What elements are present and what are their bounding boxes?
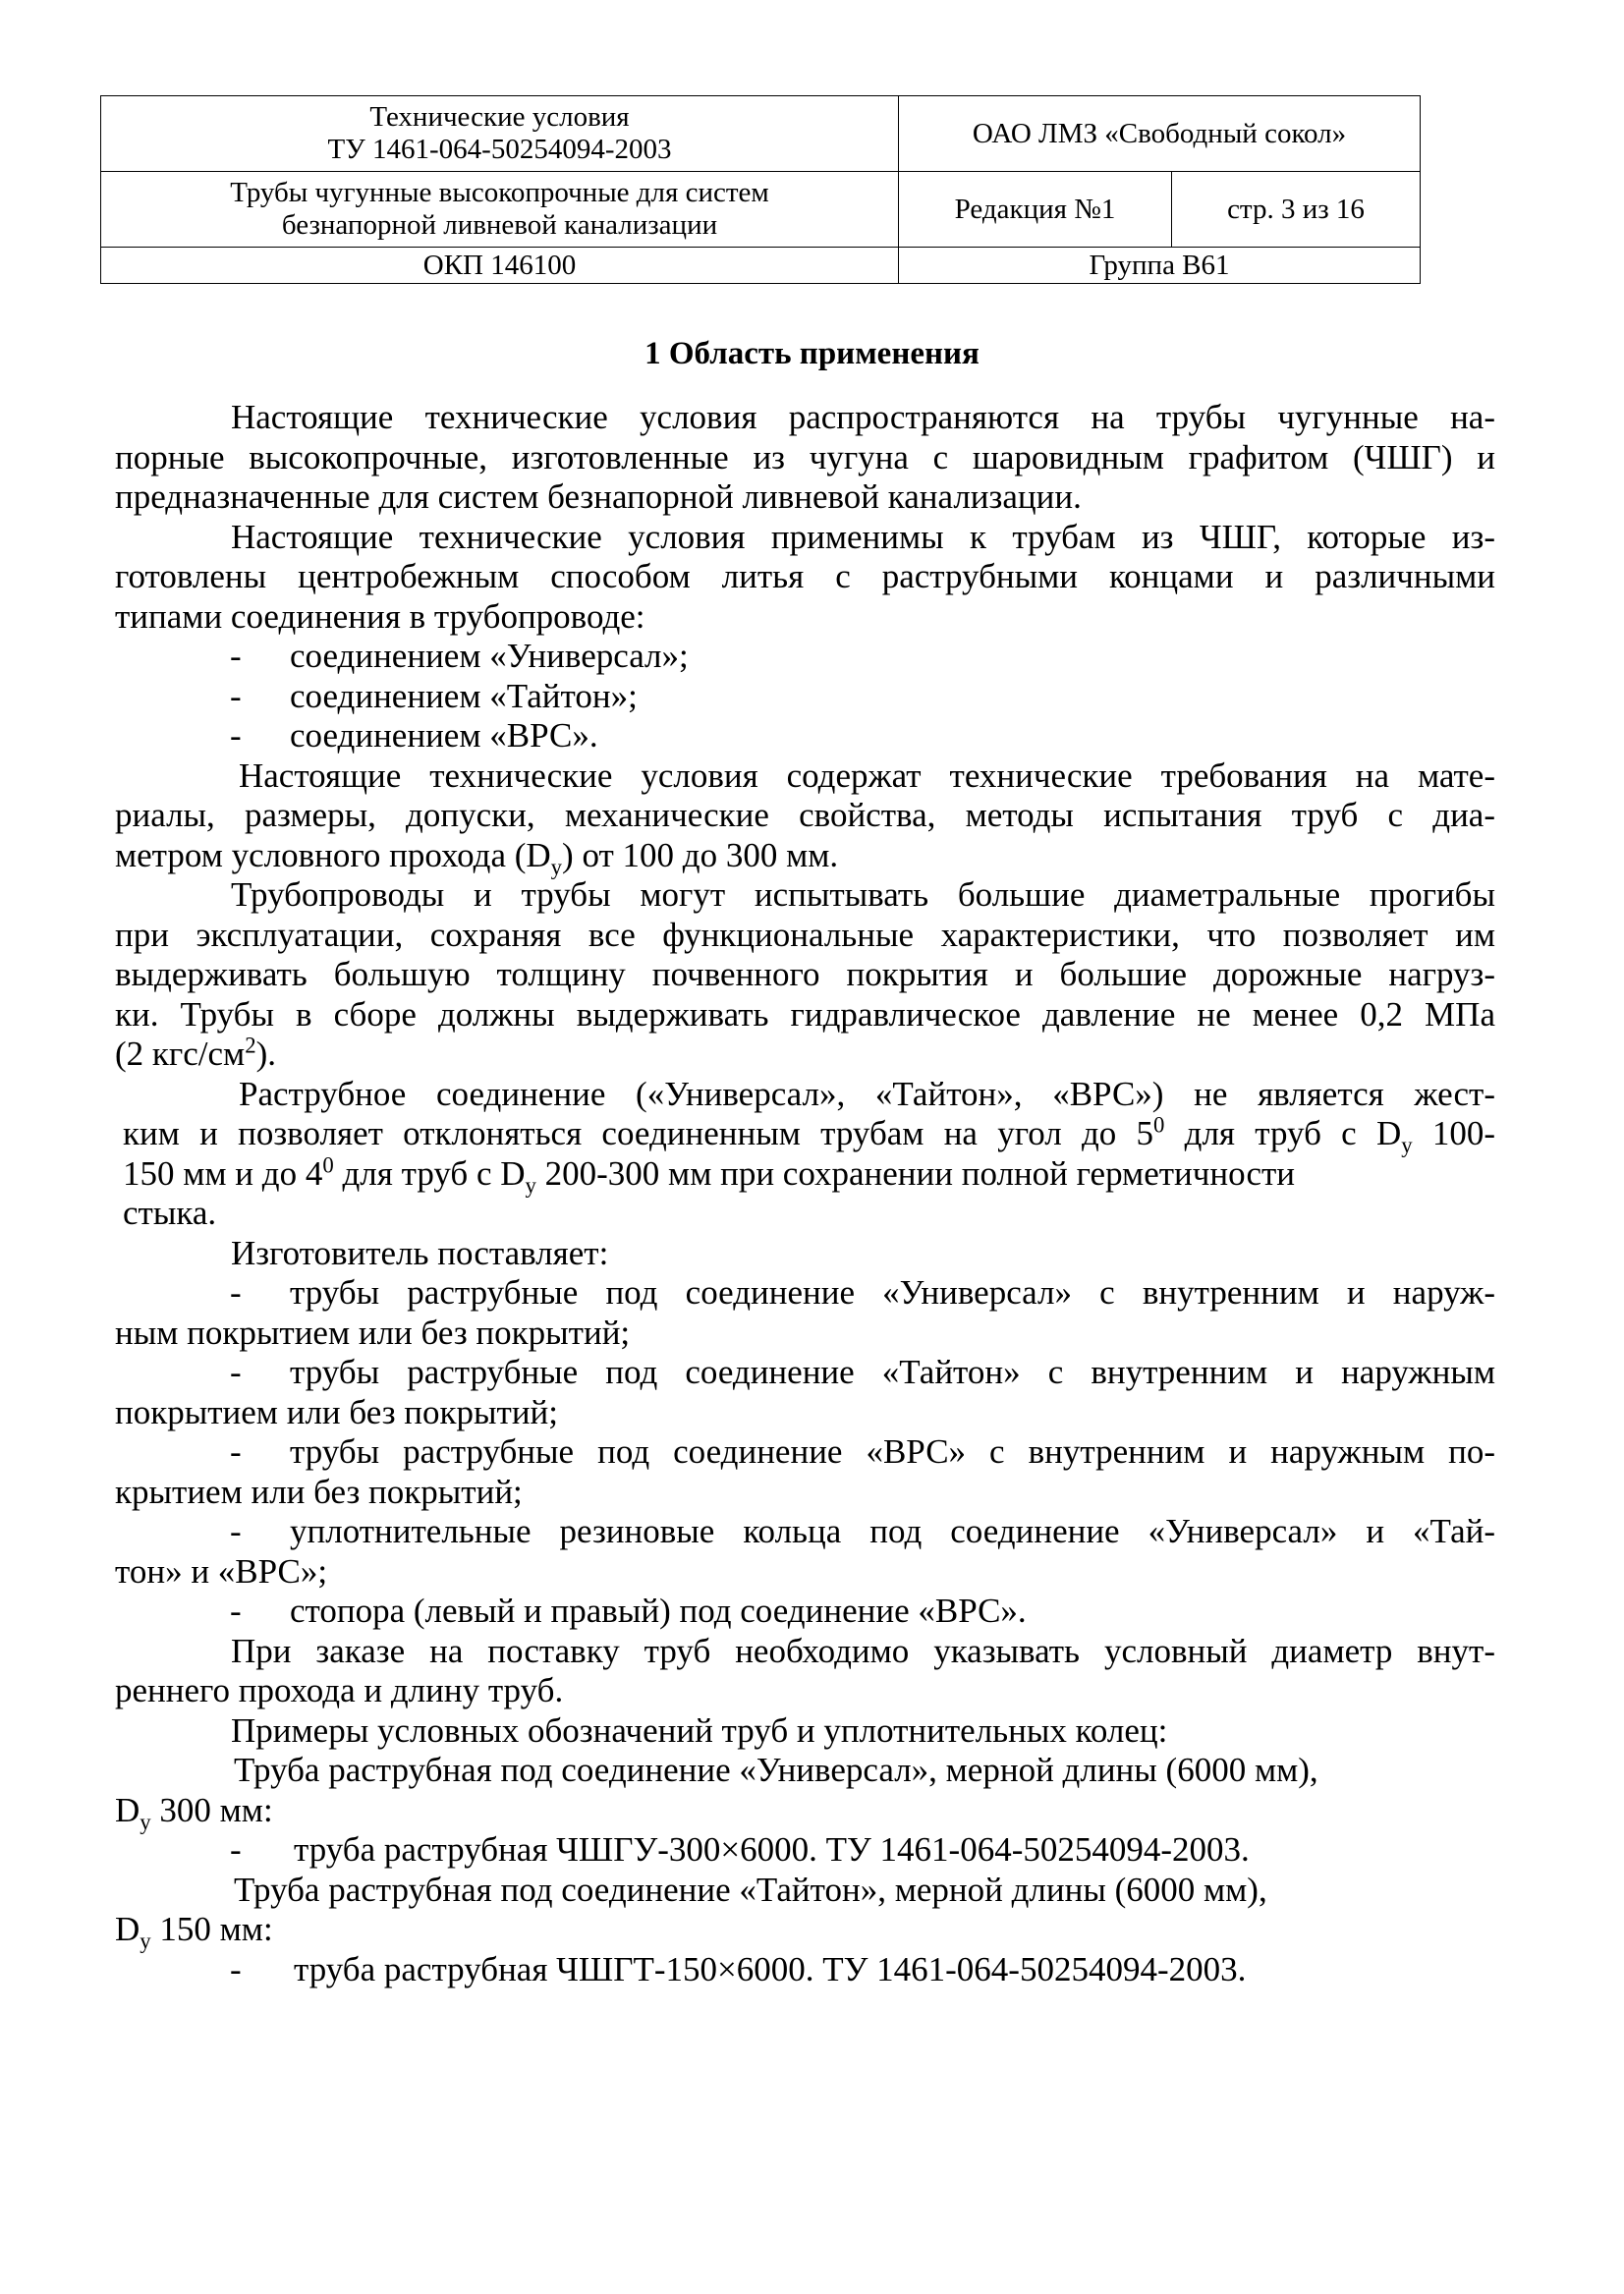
paragraph-line: При заказе на поставку труб необходимо указывать условный диаметр внут- [231,1631,1495,1670]
text-run: D [115,1790,140,1829]
list-dash: - [230,1830,242,1869]
list-item-text: уплотнительные резиновые кольца под соединение «Универсал» и «Тай- [290,1512,1495,1550]
text-run: 150 мм и до 4 [123,1153,323,1193]
list-item-text: трубы раструбные под соединение «Тайтон» с внутренним и наружным [290,1353,1495,1391]
doc-title-line1: Трубы чугунные высокопрочные для систем [230,177,769,208]
list-item-text: трубы раструбные под соединение «Универсал» с внутренним и наруж- [290,1273,1495,1312]
list-item-text: труба раструбная ЧШГУ-300×6000. ТУ 1461-064-50254094-2003. [294,1830,1250,1869]
list-item-text: труба раструбная ЧШГТ-150×6000. ТУ 1461-064-50254094-2003. [294,1949,1247,1988]
group-code: Группа В61 [899,248,1421,284]
list-dash: - [230,1432,242,1471]
list-dash: - [230,1353,242,1391]
doc-title-line2: безнапорной ливневой канализации [281,209,718,241]
paragraph-line: реннего прохода и длину труб. [115,1671,564,1709]
paragraph-line [115,1910,1495,1953]
paragraph-line [115,1112,1496,1157]
paragraph-line [115,835,1495,879]
superscript: 2 [245,1033,256,1058]
text-run: ким и позволяет отклоняться соединенным трубам на угол до 5 [123,1114,1154,1152]
list-item [115,1273,1495,1314]
list-item-text: соединением «ВРС». [290,716,598,755]
paragraph-line: типами соединения в трубопроводе: [115,596,645,636]
text-run: ) от 100 до 300 мм. [562,835,839,874]
subscript: у [550,854,563,879]
list-item-continuation: тон» и «ВРС»; [115,1551,328,1591]
text-run: 100- [1412,1114,1496,1152]
list-dash: - [230,637,242,675]
superscript: 0 [1153,1112,1165,1138]
list-item [115,1512,1495,1552]
document-header-table [100,95,1421,284]
subscript: у [140,1929,151,1953]
paragraph-line: стыка. [123,1194,217,1232]
list-item-continuation: крытием или без покрытий; [115,1472,523,1511]
page-number: стр. 3 из 16 [1172,172,1421,248]
paragraph-line: Изготовитель поставляет: [231,1233,609,1272]
paragraph-line [115,1035,1495,1075]
paragraph-line: риалы, размеры, допуски, механические свойства, методы испытания труб с диа- [115,796,1495,834]
list-dash: - [230,676,242,715]
company-name: ОАО ЛМЗ «Свободный сокол» [899,96,1421,172]
paragraph-line: выдерживать большую толщину почвенного покрытия и большие дорожные нагруз- [115,955,1495,993]
list-item-text: трубы раструбные под соединение «ВРС» с внутренним и наружным по- [290,1432,1495,1471]
section-body [115,398,1495,1989]
paragraph-line: Примеры условных обозначений труб и уплотнительных колец: [231,1710,1168,1750]
paragraph-line: порные высокопрочные, изготовленные из чугуна с шаровидным графитом (ЧШГ) и [115,437,1495,476]
list-dash: - [230,1949,242,1988]
list-dash: - [230,1512,242,1550]
paragraph-line [115,1151,1495,1198]
subscript: у [525,1172,536,1198]
subscript: у [1401,1133,1413,1157]
list-item-text: соединением «Тайтон»; [290,676,638,715]
section-title: 1 Область применения [644,336,980,371]
edition-label: Редакция №1 [899,172,1172,248]
list-dash: - [230,1273,242,1312]
text-run: для труб с D [1164,1114,1402,1152]
paragraph-line: Настоящие технические условия применимы к трубам из ЧШГ, которые из- [231,517,1495,556]
paragraph-line: Трубопроводы и трубы могут испытывать большие диаметральные прогибы [231,875,1495,914]
list-item-text: стопора (левый и правый) под соединение «ВРС». [290,1592,1027,1630]
subscript: у [140,1809,151,1834]
okp-code: ОКП 146100 [101,248,899,284]
list-item [115,716,1495,756]
list-dash: - [230,1592,242,1630]
list-dash: - [230,716,242,755]
paragraph-line: предназначенные для систем безнапорной ливневой канализации. [115,477,1082,516]
paragraph-line: Настоящие технические условия распространяются на трубы чугунные на- [231,398,1495,436]
paragraph-line: Труба раструбная под соединение «Тайтон», мерной длины (6000 мм), [234,1870,1267,1909]
text-run: метром условного прохода (D [115,835,551,874]
paragraph-line: Труба раструбная под соединение «Универсал», мерной длины (6000 мм), [234,1751,1318,1789]
doc-title-cell [101,172,899,248]
list-item-continuation: ным покрытием или без покрытий; [115,1313,631,1352]
doc-number: ТУ 1461-064-50254094-2003 [327,134,672,165]
paragraph-line: Раструбное соединение («Универсал», «Тайтон», «ВРС») не является жест- [239,1074,1495,1113]
text-run: (2 кгс/см [115,1035,246,1073]
list-item [115,1830,1495,1871]
text-run: ). [255,1035,276,1073]
list-item-text: соединением «Универсал»; [290,637,689,675]
doc-type-label: Технические условия [369,101,630,133]
list-item-continuation: покрытием или без покрытий; [115,1392,559,1431]
list-item [115,1592,1495,1632]
list-item [115,1432,1495,1473]
text-run: 200-300 мм при сохранении полной герметичности [535,1153,1296,1193]
paragraph-line: готовлены центробежным способом литья с раструбными концами и различными [115,557,1495,595]
list-item [115,637,1495,677]
text-run: 300 мм: [150,1790,273,1829]
text-run: 150 мм: [150,1910,273,1948]
paragraph-line: Настоящие технические условия содержат технические требования на мате- [239,755,1495,795]
paragraph-line [115,1790,1495,1834]
list-item [115,1950,1495,1990]
superscript: 0 [322,1151,334,1177]
list-item [115,677,1495,717]
text-run: D [115,1910,140,1948]
paragraph-line: ки. Трубы в сборе должны выдерживать гидравлическое давление не менее 0,2 МПа [115,994,1495,1034]
text-run: для труб с D [333,1153,526,1193]
doc-type-cell [101,96,899,172]
list-item [115,1353,1495,1393]
paragraph-line: при эксплуатации, сохраняя все функциональные характеристики, что позволяет им [115,915,1495,954]
